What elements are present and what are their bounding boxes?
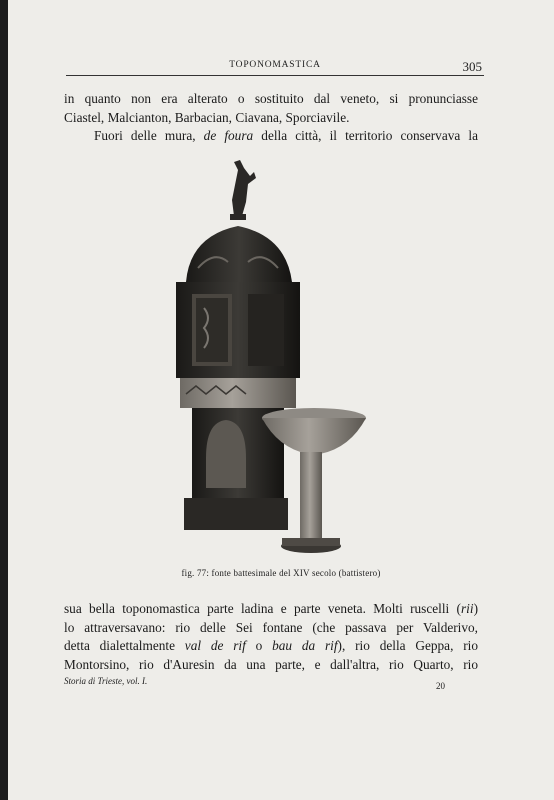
page-number: 305 [462,59,482,74]
text-line [64,127,478,146]
text-line: Montorsino, rio d'Auresin da una parte, e dall'altra, rio Quarto, rio [64,656,478,672]
book-signature: Storia di Trieste, vol. I. [64,676,148,686]
text-run: ) [473,601,478,616]
text-line: lo attraversavano: rio delle Sei fontane (che passava per Valderivo, [64,619,478,635]
text-run: sua bella toponomastica parte ladina e parte veneta. Molti ruscelli ( [64,601,461,616]
baptismal-font-photo [168,158,368,560]
text-run: o [245,638,273,653]
paragraph-continuation [64,600,478,674]
book-page [8,0,554,800]
dialect-term: bau da rif [272,638,338,653]
text-run: della città, il territorio conservava la [253,128,478,143]
text-run: ), rio della Geppa, rio [337,638,478,653]
text-run: detta dialettalmente [64,638,185,653]
paragraph-opening [64,90,478,146]
text-line: in quanto non era alterato o sostituito dal veneto, si pronunciasse [64,91,478,106]
dialect-term: de foura [203,128,254,143]
dialect-term: val de rif [184,638,246,653]
text-line [64,637,478,656]
page-header [66,60,484,80]
figure-caption: fig. 77: fonte battesimale del XIV secolo (battistero) [181,568,381,578]
sheet-number: 20 [436,681,445,691]
text-line: Ciastel, Malcianton, Barbacian, Ciavana, Sporciavile. [64,109,350,125]
running-title: TOPONOMASTICA [229,60,321,70]
text-line [64,600,478,619]
header-rule [66,75,484,76]
text-run: Fuori delle mura, [94,128,204,143]
dialect-term: rii [460,601,474,616]
